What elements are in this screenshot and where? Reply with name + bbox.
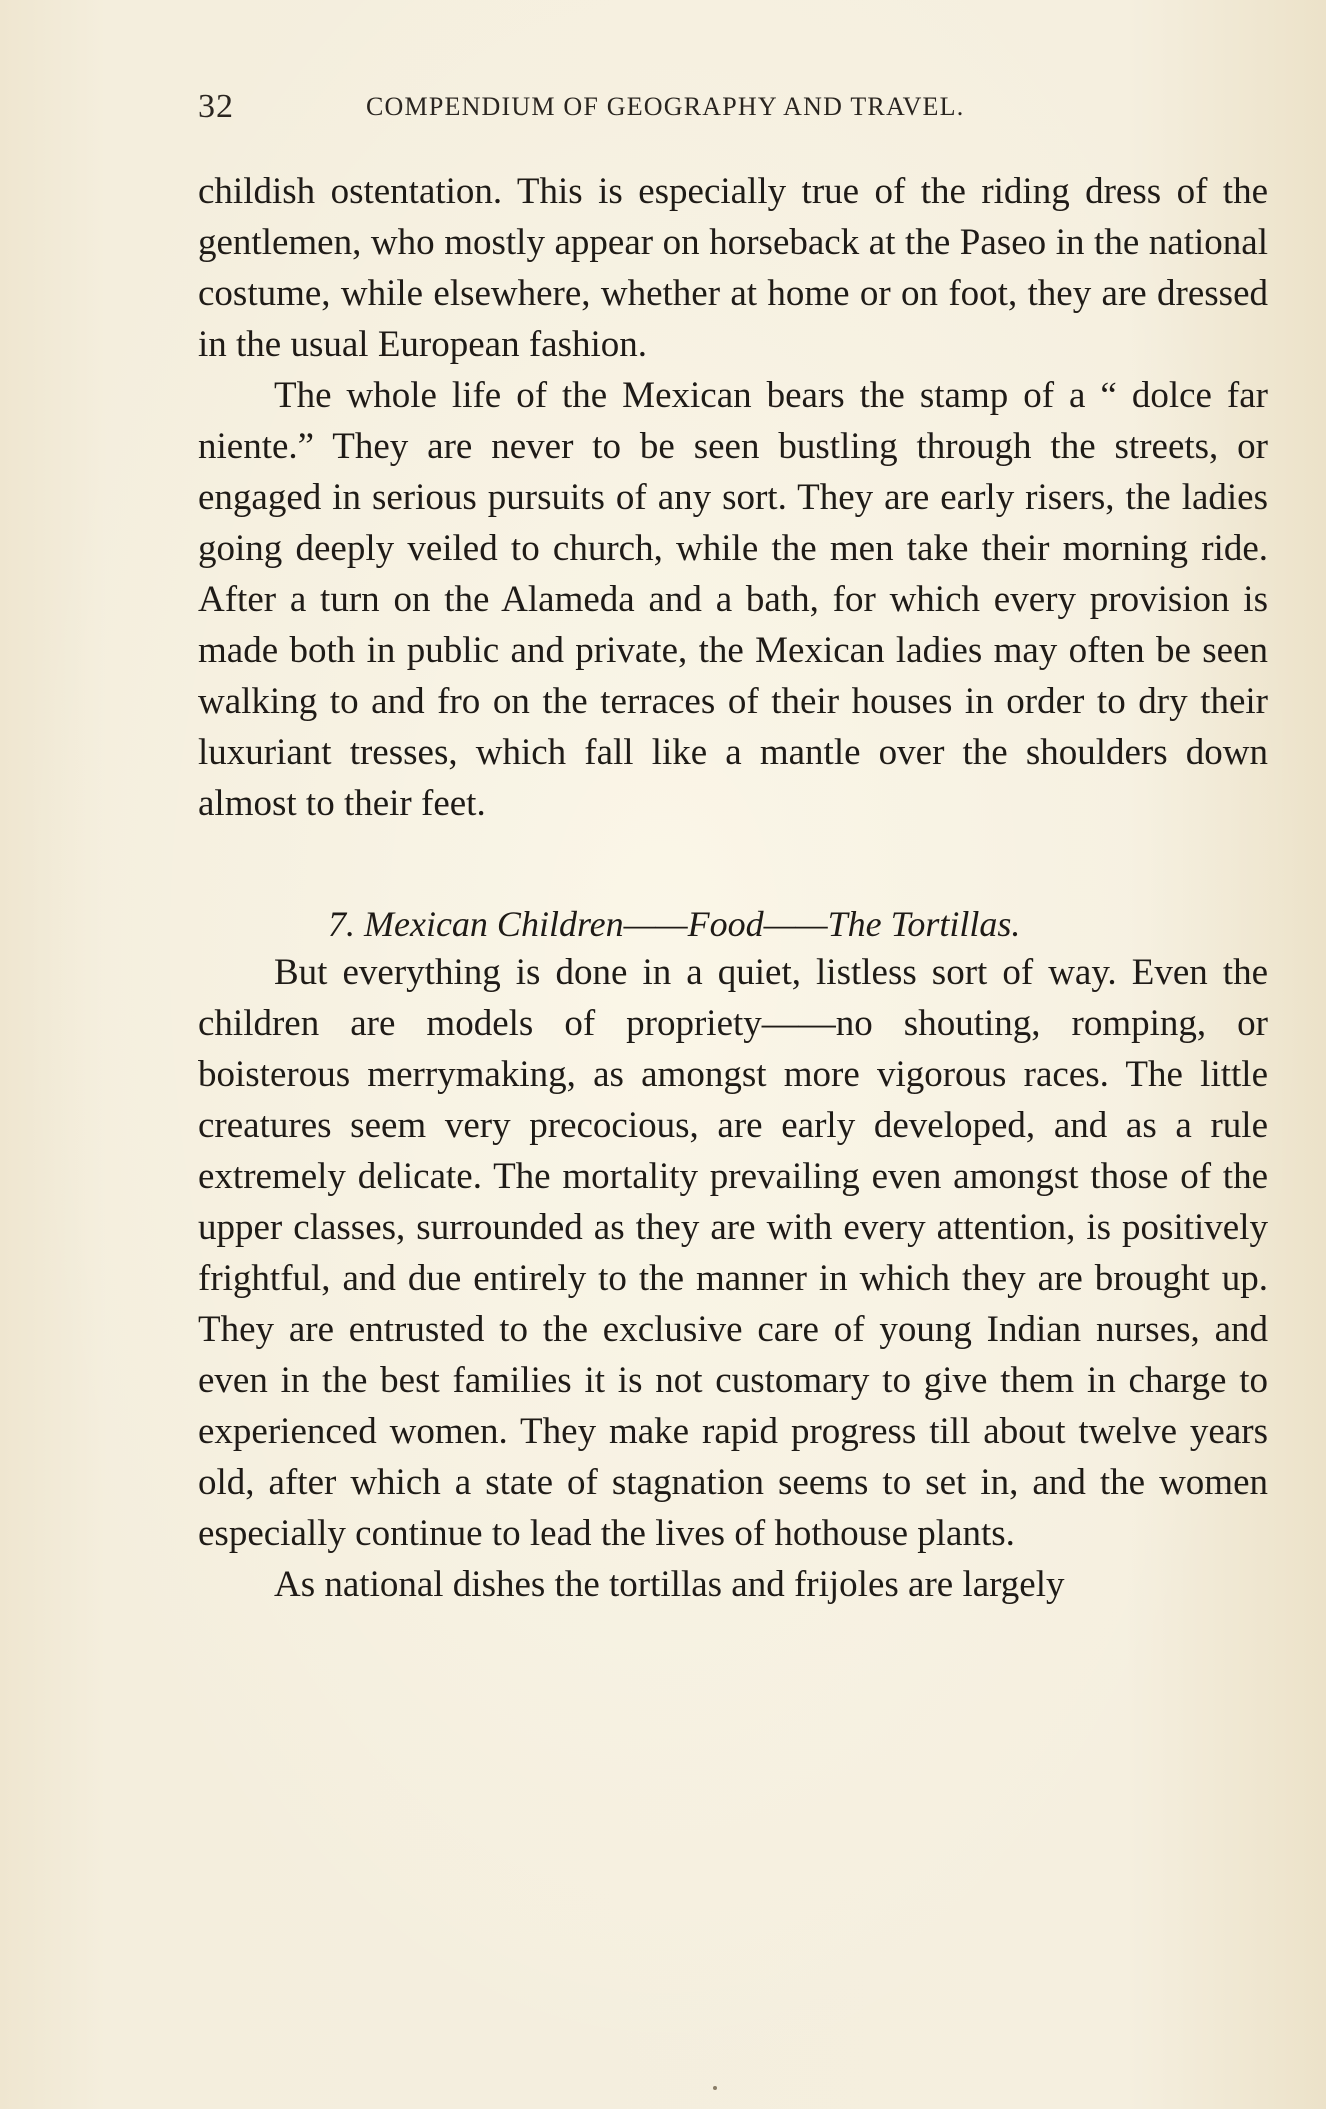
section-heading: 7. Mexican Children——Food——The Tortillas. [328, 904, 1021, 944]
page-number: 32 [198, 88, 234, 125]
paper-speck [713, 2086, 717, 2090]
running-head: COMPENDIUM OF GEOGRAPHY AND TRAVEL. [366, 92, 965, 121]
page-header [198, 88, 1268, 138]
paragraph-national-dishes: As national dishes the tortillas and frijoles are largely [274, 1564, 1065, 1605]
paragraph-mexican-life: The whole life of the Mexican bears the stamp of a “ dolce far niente.” They are never to be seen bustling through the streets, or engaged in serious pursuits of any sort. They are early risers, the ladies going deeply veiled to church, while the men take their morning ride. After a turn on the Alameda and a bath, for which every provision is made both in public and private, the Mexican ladies may often be seen walking to and fro on the terraces of their houses in order to dry their luxuriant tresses, which fall like a mantle over the shoulders down almost to their feet. [198, 375, 1268, 824]
paragraph-children: But everything is done in a quiet, listless sort of way. Even the children are models of propriety——no shouting, romping, or boisterous merrymaking, as amongst more vigorous races. The little creatures seem very precocious, are early developed, and as a rule extremely delicate. The mortality prevailing even amongst those of the upper classes, surrounded as they are with every attention, is positively frightful, and due entirely to the manner in which they are brought up. They are entrusted to the exclusive care of young Indian nurses, and even in the best families it is not customary to give them in charge to experienced women. They make rapid progress till about twelve years old, after which a state of stagnation seems to set in, and the women especially continue to lead the lives of hothouse plants. [198, 952, 1268, 1554]
body-text [198, 166, 1268, 1610]
paragraph-continued: childish ostentation. This is especially true of the riding dress of the gentlemen, who mostly appear on horseback at the Paseo in the national costume, while elsewhere, whether at home or on foot, they are dressed in the usual European fashion. [198, 171, 1268, 365]
